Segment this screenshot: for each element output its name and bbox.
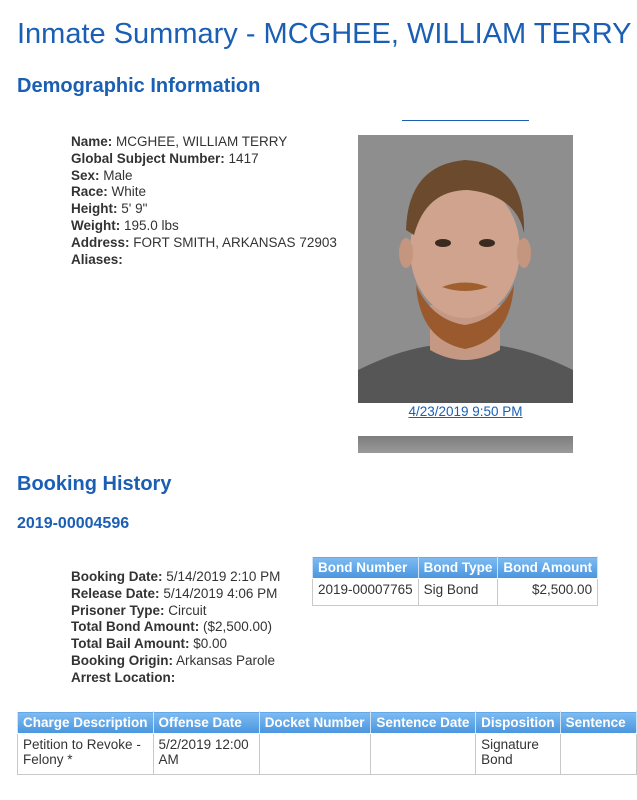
second-photo-thumbnail[interactable]: [358, 436, 573, 453]
address-value: FORT SMITH, ARKANSAS 72903: [133, 234, 337, 250]
subject-number-value: 1417: [228, 150, 259, 166]
total-bond-label: Total Bond Amount:: [71, 619, 200, 635]
name-row: [71, 134, 337, 151]
release-date-label: Release Date:: [71, 585, 160, 601]
aliases-label: Aliases:: [71, 251, 123, 267]
height-value: 5' 9": [121, 201, 148, 217]
docket-number-header[interactable]: Docket Number: [259, 712, 371, 734]
height-label: Height:: [71, 201, 118, 217]
prisoner-type-value: Circuit: [168, 602, 207, 618]
booking-origin-value: Arkansas Parole: [176, 652, 276, 668]
mugshot-photo[interactable]: [358, 135, 573, 403]
demographic-info: [71, 134, 337, 268]
booking-history-heading: Booking History: [17, 473, 172, 495]
booking-date-row: [71, 569, 280, 586]
sentence-header[interactable]: Sentence: [560, 712, 636, 734]
sex-row: [71, 168, 337, 185]
bond-number-header[interactable]: Bond Number: [313, 557, 419, 579]
offense-date-header[interactable]: Offense Date: [153, 712, 259, 734]
weight-row: [71, 218, 337, 235]
subject-number-label: Global Subject Number:: [71, 150, 225, 166]
table-row: [18, 734, 637, 775]
disposition-header[interactable]: Disposition: [476, 712, 561, 734]
sentence-cell: [560, 734, 636, 775]
booking-date-value: 5/14/2019 2:10 PM: [166, 569, 281, 584]
bond-table: [312, 556, 598, 606]
table-row: [313, 579, 598, 606]
bond-amount-cell: $2,500.00: [498, 579, 598, 606]
race-row: [71, 184, 337, 201]
arrest-location-label: Arrest Location:: [71, 669, 176, 685]
total-bail-row: [71, 636, 280, 653]
race-value: White: [111, 184, 147, 200]
weight-value: 195.0 lbs: [124, 217, 179, 233]
total-bond-row: [71, 619, 280, 636]
sentence-date-header[interactable]: Sentence Date: [371, 712, 476, 734]
total-bail-label: Total Bail Amount:: [71, 636, 190, 652]
release-date-value: 5/14/2019 4:06 PM: [163, 585, 278, 601]
demographic-heading: Demographic Information: [17, 75, 261, 97]
charge-table: [17, 711, 637, 775]
sentence-date-cell: [371, 734, 476, 775]
arrest-location-row: [71, 670, 280, 687]
sex-value: Male: [103, 167, 133, 183]
mugshot-image: [358, 135, 573, 403]
bond-table-header: [313, 557, 598, 579]
release-date-row: [71, 586, 280, 603]
page-title: Inmate Summary - MCGHEE, WILLIAM TERRY: [17, 18, 632, 50]
photo-link-top[interactable]: [402, 108, 529, 121]
booking-info: [71, 569, 280, 687]
offense-date-cell: 5/2/2019 12:00 AM: [153, 734, 259, 775]
total-bond-value: ($2,500.00): [202, 619, 273, 635]
total-bail-value: $0.00: [193, 636, 228, 652]
bond-amount-header[interactable]: Bond Amount: [498, 557, 598, 579]
aliases-row: [71, 252, 337, 269]
charge-description-header[interactable]: Charge Description: [18, 712, 154, 734]
bond-number-cell: 2019-00007765: [313, 579, 419, 606]
name-label: Name:: [71, 134, 113, 149]
photo-date-link[interactable]: 4/23/2019 9:50 PM: [408, 404, 523, 419]
height-row: [71, 201, 337, 218]
subject-number-row: [71, 151, 337, 168]
booking-origin-row: [71, 653, 280, 670]
booking-origin-label: Booking Origin:: [71, 652, 173, 668]
bond-type-header[interactable]: Bond Type: [418, 557, 498, 579]
bond-type-cell: Sig Bond: [418, 579, 498, 606]
weight-label: Weight:: [71, 217, 121, 233]
docket-number-cell: [259, 734, 371, 775]
charge-description-cell: Petition to Revoke - Felony *: [18, 734, 154, 775]
prisoner-type-row: [71, 603, 280, 620]
address-row: [71, 235, 337, 252]
sex-label: Sex:: [71, 167, 100, 183]
race-label: Race:: [71, 184, 108, 200]
address-label: Address:: [71, 234, 130, 250]
name-value: MCGHEE, WILLIAM TERRY: [116, 134, 288, 149]
booking-number: 2019-00004596: [17, 515, 130, 532]
prisoner-type-label: Prisoner Type:: [71, 602, 165, 618]
disposition-cell: Signature Bond: [476, 734, 561, 775]
charge-table-header: [18, 712, 637, 734]
booking-date-label: Booking Date:: [71, 569, 163, 584]
